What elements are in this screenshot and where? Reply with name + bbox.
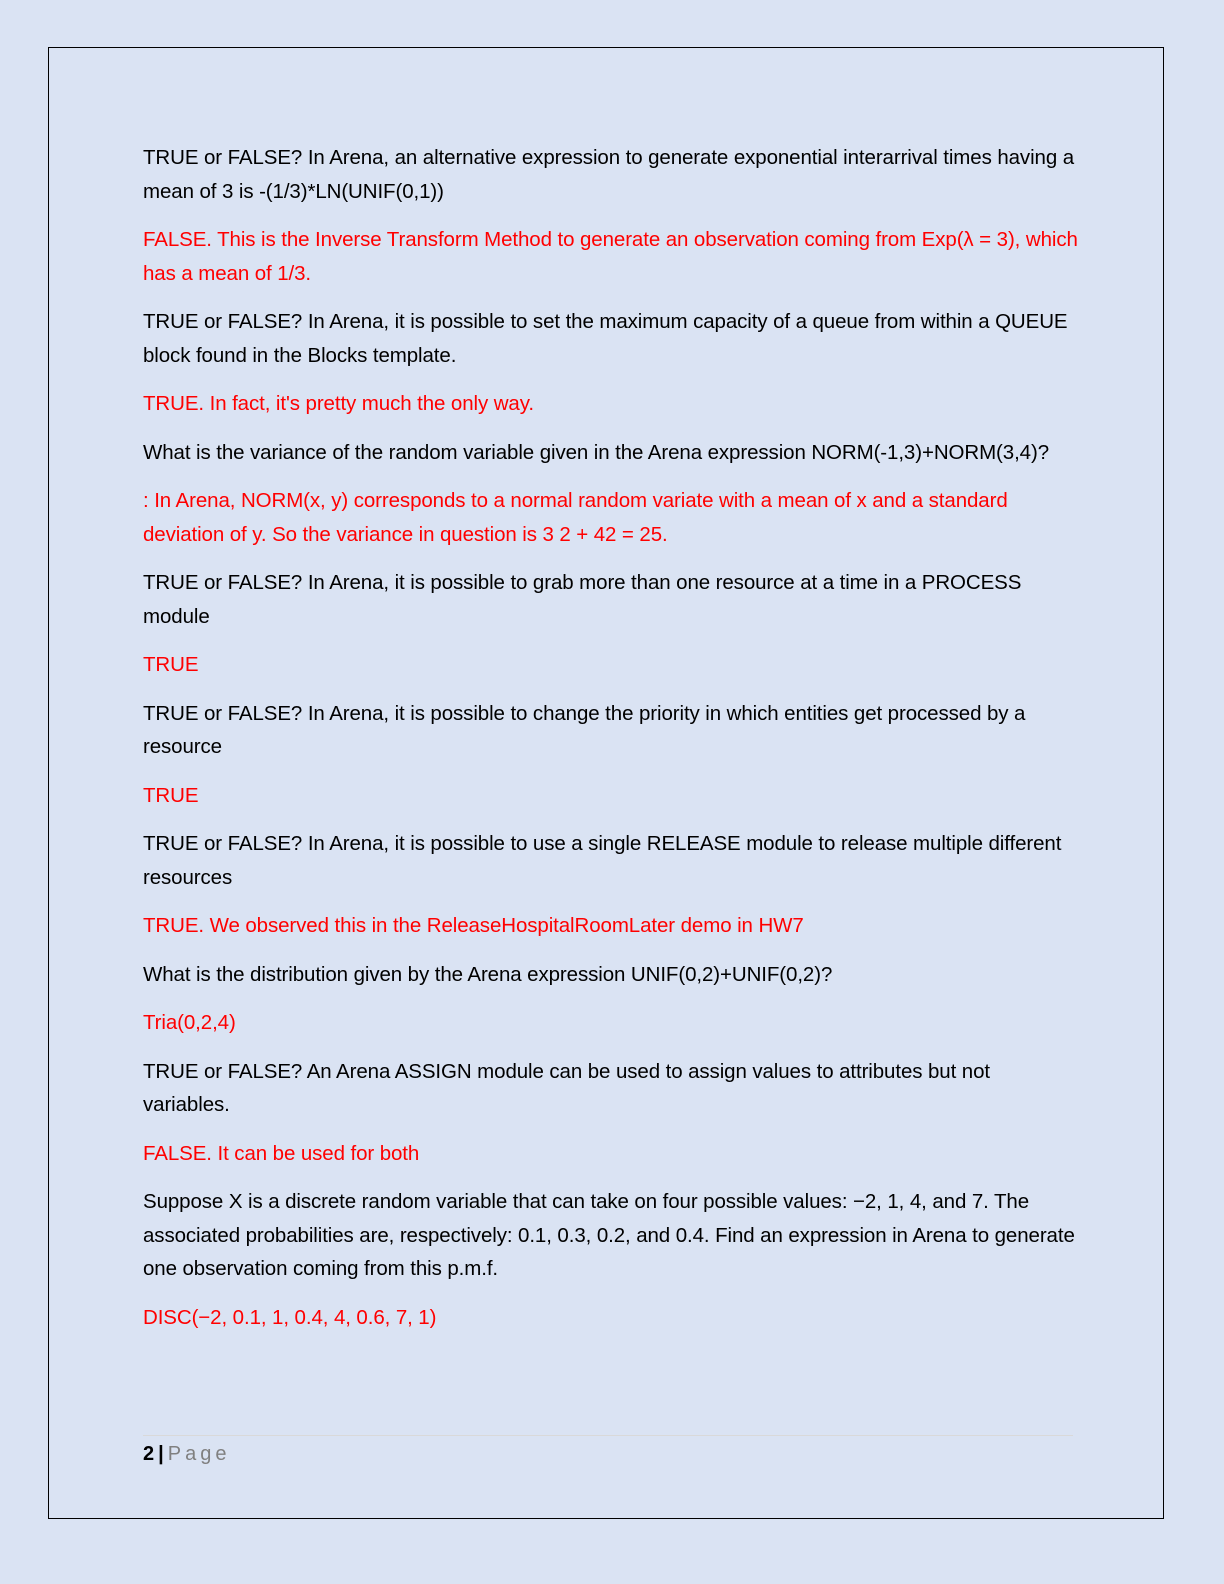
question-8: TRUE or FALSE? An Arena ASSIGN module can be used to assign values to attributes but not variables.	[143, 1059, 990, 1116]
footer-separator: |	[158, 1443, 164, 1465]
footer-divider	[143, 1435, 1073, 1436]
answer-9: DISC(−2, 0.1, 1, 0.4, 4, 0.6, 7, 1)	[143, 1305, 437, 1329]
answer-3: : In Arena, NORM(x, y) corresponds to a normal random variate with a mean of x and a standard deviation of y. So the variance in question is 3 2 + 42 = 25.	[143, 489, 1008, 546]
question-4: TRUE or FALSE? In Arena, it is possible to grab more than one resource at a time in a PROCESS module	[143, 571, 1022, 628]
question-9: Suppose X is a discrete random variable that can take on four possible values: −2, 1, 4, and 7. The associated probabilities are, respectively: 0.1, 0.3, 0.2, and 0.4. Find an expression in Arena to generate one observation coming from this p.m.f.	[143, 1190, 1075, 1280]
document-body	[143, 141, 1079, 1349]
answer-2: TRUE. In fact, it's pretty much the only way.	[143, 392, 534, 415]
answer-6: TRUE. We observed this in the ReleaseHospitalRoomLater demo in HW7	[143, 914, 804, 937]
answer-7: Tria(0,2,4)	[143, 1011, 236, 1034]
answer-8: FALSE. It can be used for both	[143, 1141, 420, 1165]
question-2: TRUE or FALSE? In Arena, it is possible to set the maximum capacity of a queue from within a QUEUE block found in the Blocks template.	[143, 310, 1068, 367]
answer-5: TRUE	[143, 783, 199, 807]
question-5: TRUE or FALSE? In Arena, it is possible to change the priority in which entities get processed by a resource	[143, 701, 1026, 758]
page-number: 2	[143, 1443, 155, 1465]
question-6: TRUE or FALSE? In Arena, it is possible to use a single RELEASE module to release multiple different resources	[143, 832, 1062, 889]
answer-4: TRUE	[143, 653, 199, 676]
question-3: What is the variance of the random variable given in the Arena expression NORM(-1,3)+NORM(3,4)?	[143, 440, 1050, 464]
answer-1: FALSE. This is the Inverse Transform Method to generate an observation coming from Exp(λ = 3), which has a mean of 1/3.	[143, 228, 1078, 285]
question-7: What is the distribution given by the Arena expression UNIF(0,2)+UNIF(0,2)?	[143, 962, 833, 986]
question-1: TRUE or FALSE? In Arena, an alternative expression to generate exponential interarrival times having a mean of 3 is -(1/3)*LN(UNIF(0,1))	[143, 146, 1075, 203]
page-label: Page	[167, 1443, 231, 1465]
page-footer	[143, 1440, 230, 1468]
